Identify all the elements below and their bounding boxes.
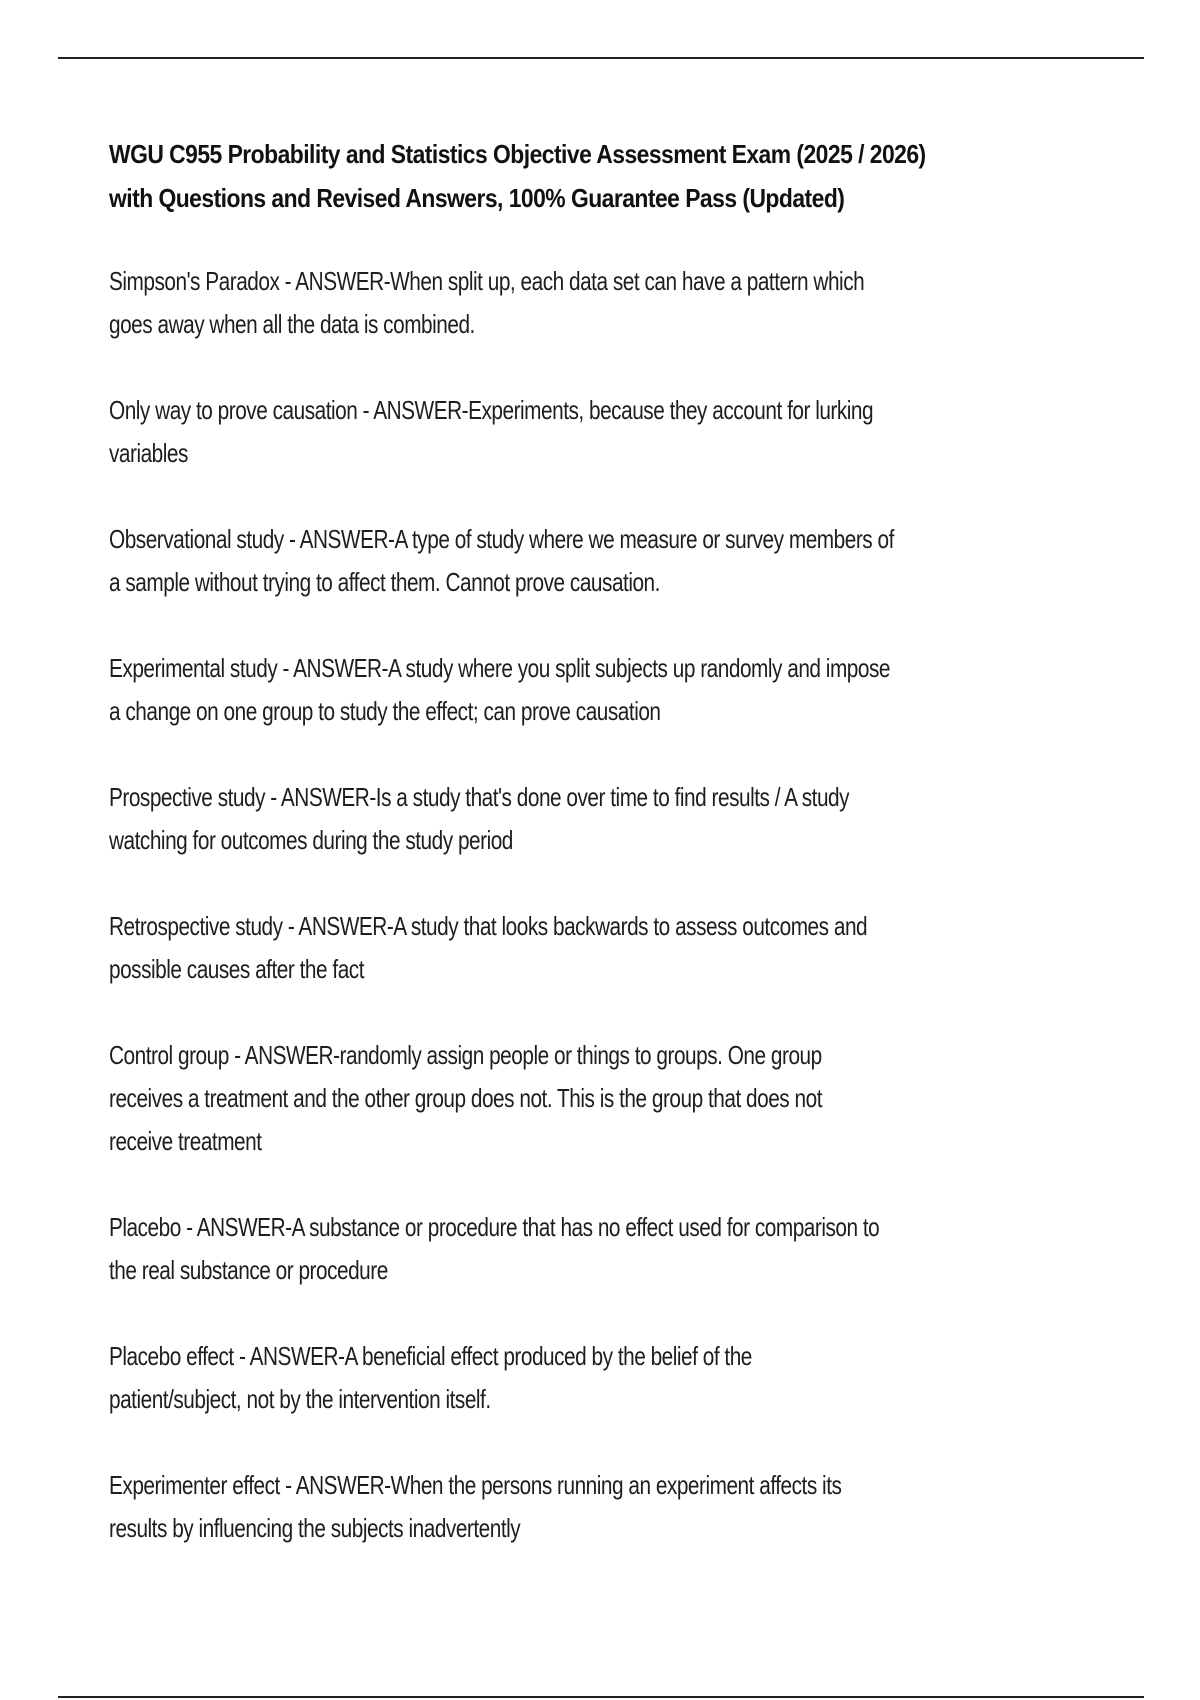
qa-line: goes away when all the data is combined.	[109, 309, 475, 339]
qa-line: the real substance or procedure	[109, 1255, 388, 1285]
qa-entry-placebo	[109, 1206, 1133, 1292]
qa-line: Only way to prove causation - ANSWER-Experiments, because they account for lurking	[109, 395, 874, 425]
qa-line: receive treatment	[109, 1126, 262, 1156]
qa-list	[109, 260, 1139, 1550]
qa-entry-observational-study	[109, 518, 1133, 604]
qa-entry-experimenter-effect	[109, 1464, 1133, 1550]
qa-line: Experimental study - ANSWER-A study where you split subjects up randomly and impose	[109, 653, 890, 683]
title-line-2: with Questions and Revised Answers, 100% Guarantee Pass (Updated)	[109, 183, 845, 213]
qa-line: a sample without trying to affect them. Cannot prove causation.	[109, 567, 660, 597]
qa-line: Control group - ANSWER-randomly assign people or things to groups. One group	[109, 1040, 822, 1070]
document-body	[109, 132, 1139, 1593]
qa-line: a change on one group to study the effect; can prove causation	[109, 696, 661, 726]
qa-line: Experimenter effect - ANSWER-When the persons running an experiment affects its	[109, 1470, 842, 1500]
qa-line: Simpson's Paradox - ANSWER-When split up, each data set can have a pattern which	[109, 266, 865, 296]
qa-line: Placebo effect - ANSWER-A beneficial effect produced by the belief of the	[109, 1341, 752, 1371]
qa-entry-prospective-study	[109, 776, 1133, 862]
qa-line: Placebo - ANSWER-A substance or procedure that has no effect used for comparison to	[109, 1212, 880, 1242]
header-rule	[58, 57, 1144, 59]
footer-rule	[58, 1696, 1144, 1698]
qa-entry-retrospective-study	[109, 905, 1133, 991]
qa-line: variables	[109, 438, 188, 468]
document-title	[109, 132, 1130, 220]
qa-entry-prove-causation	[109, 389, 1133, 475]
qa-line: possible causes after the fact	[109, 954, 364, 984]
qa-entry-placebo-effect	[109, 1335, 1133, 1421]
qa-line: Prospective study - ANSWER-Is a study that's done over time to find results / A study	[109, 782, 850, 812]
qa-line: watching for outcomes during the study period	[109, 825, 513, 855]
qa-line: Retrospective study - ANSWER-A study that looks backwards to assess outcomes and	[109, 911, 868, 941]
qa-line: Observational study - ANSWER-A type of study where we measure or survey members of	[109, 524, 894, 554]
qa-line: receives a treatment and the other group does not. This is the group that does not	[109, 1083, 822, 1113]
title-line-1: WGU C955 Probability and Statistics Objective Assessment Exam (2025 / 2026)	[109, 139, 926, 169]
qa-entry-experimental-study	[109, 647, 1133, 733]
qa-line: patient/subject, not by the intervention itself.	[109, 1384, 491, 1414]
qa-entry-control-group	[109, 1034, 1133, 1163]
qa-line: results by influencing the subjects inadvertently	[109, 1513, 521, 1543]
qa-entry-simpsons-paradox	[109, 260, 1133, 346]
